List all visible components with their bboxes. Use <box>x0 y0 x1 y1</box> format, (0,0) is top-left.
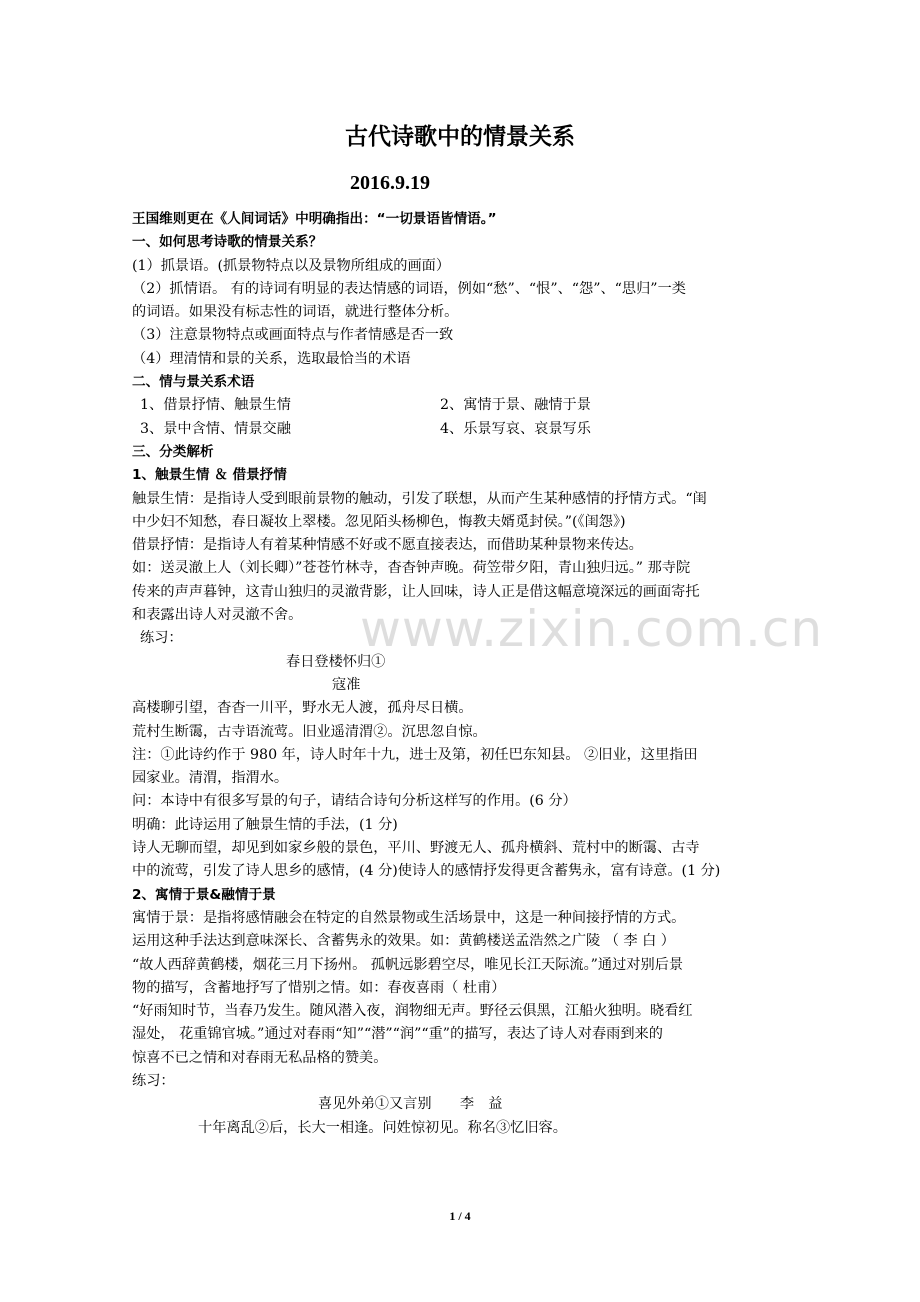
paragraph: 和表露出诗人对灵澈不舍。 <box>132 607 303 624</box>
term-item: 1、借景抒情、触景生情 <box>140 397 291 414</box>
poem-title: 春日登楼怀归① <box>286 653 386 670</box>
section-heading-1: 一、如何思考诗歌的情景关系？ <box>132 234 323 251</box>
subsection-heading-2: 2、寓情于景&融情于景 <box>132 886 276 903</box>
section-heading-3: 三、分类解析 <box>132 443 214 460</box>
paragraph: 借景抒情：是指诗人有着某种情感不好或不愿直接表达，而借助某种景物来传达。 <box>132 537 643 554</box>
question: 问：本诗中有很多写景的句子，请结合诗句分析这样写的作用。(6 分） <box>132 793 577 810</box>
paragraph: 的词语。如果没有标志性的词语，就进行整体分析。 <box>132 304 459 321</box>
paragraph: “好雨知时节，当春乃发生。随风潜入夜，润物细无声。野径云俱黑，江船火独明。晓看红 <box>132 1003 693 1020</box>
practice-label: 练习： <box>132 1072 175 1089</box>
paragraph: 湿处， 花重锦官城。”通过对春雨“知”“潜”“润”“重”的描写，表达了诗人对春雨到来的 <box>132 1026 663 1043</box>
document-date: 2016.9.19 <box>350 172 430 194</box>
paragraph: 寓情于景：是指将感情融会在特定的自然景物或生活场景中，这是一种间接抒情的方式。 <box>132 909 686 926</box>
paragraph: 中少妇不知愁，春日凝妆上翠楼。忽见陌头杨柳色，悔教夫婿觅封侯。”(《闺怨》) <box>132 513 626 530</box>
paragraph: 如：送灵澈上人（刘长卿）”苍苍竹林寺，杳杳钟声晚。荷笠带夕阳，青山独归远。” 那寺院 <box>132 560 691 577</box>
poem-line: 高楼聊引望，杳杳一川平，野水无人渡，孤舟尽日横。 <box>132 700 473 717</box>
subsection-heading-1: 1、触景生情 ＆ 借景抒情 <box>132 467 287 484</box>
watermark: www.zixin.com.cn <box>360 600 824 658</box>
terms-row <box>132 394 794 417</box>
answer: 诗人无聊而望，却见到如家乡般的景色，平川、野渡无人、孤舟横斜、荒村中的断霭、古寺 <box>132 840 700 857</box>
poem-line: 十年离乱②后，长大一相逢。问姓惊初见。称名③忆旧容。 <box>198 1119 567 1136</box>
paragraph: (1）抓景语。(抓景物特点以及景物所组成的画面） <box>132 257 451 274</box>
term-item: 3、景中含情、情景交融 <box>140 420 291 437</box>
section-heading-2: 二、情与景关系术语 <box>132 374 255 391</box>
paragraph: 运用这种手法达到意味深长、含蓄隽永的效果。如：黄鹤楼送孟浩然之广陵 （ 李 白 ） <box>132 933 675 950</box>
poem-line: 荒村生断霭，古寺语流莺。旧业遥清渭②。沉思忽自惊。 <box>132 723 487 740</box>
poem-author: 寇准 <box>332 676 361 693</box>
note: 注：①此诗约作于 980 年，诗人时年十九，进士及第，初任巴东知县。 ②旧业，这里指田 <box>132 746 698 763</box>
paragraph: （3）注意景物特点或画面特点与作者情感是否一致 <box>132 327 454 344</box>
intro-quote: 王国维则更在《人间词话》中明确指出：“一切景语皆情语。” <box>132 211 497 227</box>
paragraph: 惊喜不已之情和对春雨无私品格的赞美。 <box>132 1049 388 1066</box>
answer: 明确：此诗运用了触景生情的手法，(1 分) <box>132 816 398 833</box>
paragraph: 物的描写，含蓄地抒写了惜别之情。如：春夜喜雨（ 杜甫） <box>132 979 506 996</box>
paragraph: （2）抓情语。 有的诗词有明显的表达情感的词语，例如“愁”、“恨”、“怨”、“思归”一类 <box>132 280 686 297</box>
paragraph: “故人西辞黄鹤楼，烟花三月下扬州。 孤帆远影碧空尽，唯见长江天际流。”通过对别后景 <box>132 956 684 973</box>
paragraph: （4）理清情和景的关系，选取最恰当的术语 <box>132 350 411 367</box>
terms-row <box>132 418 794 441</box>
answer: 中的流莺，引发了诗人思乡的感情，(4 分)使诗人的感情抒发得更含蓄隽永，富有诗意。(1 分) <box>132 863 721 880</box>
document-body <box>132 208 794 1140</box>
practice-label: 练习： <box>140 630 183 647</box>
term-item: 4、乐景写哀、哀景写乐 <box>440 420 591 437</box>
term-item: 2、寓情于景、融情于景 <box>440 397 591 414</box>
page-title: 古代诗歌中的情景关系 <box>345 124 575 150</box>
paragraph: 触景生情：是指诗人受到眼前景物的触动，引发了联想，从而产生某种感情的抒情方式。“闺 <box>132 490 707 507</box>
poem-title: 喜见外弟①又言别 李 益 <box>318 1096 503 1113</box>
paragraph: 传来的声声暮钟，这青山独归的灵澈背影，让人回味，诗人正是借这幅意境深远的画面寄托 <box>132 583 700 600</box>
page-number: 1 / 4 <box>449 1209 471 1223</box>
note: 园家业。清渭，指渭水。 <box>132 770 289 787</box>
